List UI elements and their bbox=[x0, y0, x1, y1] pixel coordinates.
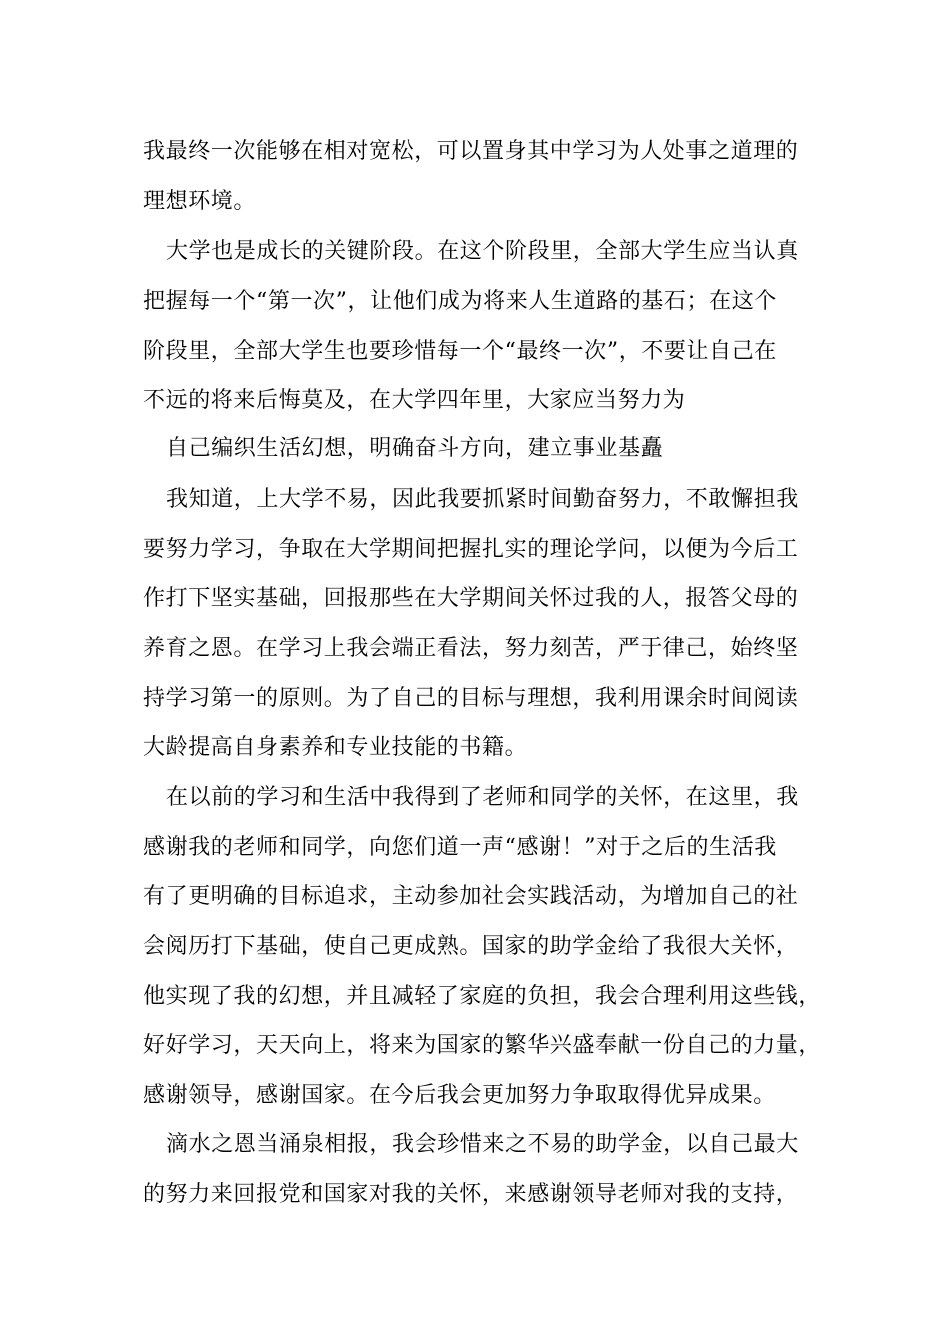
paragraph-start-line: 在以前的学习和生活中我得到了老师和同学的关怀，在这里，我 bbox=[166, 785, 799, 810]
text-line: 理想环境。 bbox=[143, 189, 257, 214]
text-line: 我最终一次能够在相对宽松，可以置身其中学习为人处事之道理的 bbox=[143, 139, 799, 164]
text-line: 把握每一个“第一次”，让他们成为将来人生道路的基石；在这个 bbox=[143, 289, 777, 314]
paragraph-start-line: 滴水之恩当涌泉相报，我会珍惜来之不易的助学金，以自己最大 bbox=[166, 1132, 799, 1157]
text-line: 要努力学习，争取在大学期间把握扎实的理论学问，以便为今后工 bbox=[143, 537, 799, 562]
text-line: 好好学习，天天向上，将来为国家的繁华兴盛奉献一份自己的力量， bbox=[143, 1033, 822, 1058]
paragraph-start-line: 我知道，上大学不易，因此我要抓紧时间勤奋努力，不敢懈担我 bbox=[166, 487, 799, 512]
text-line: 作打下坚实基础，回报那些在大学期间关怀过我的人，报答父母的 bbox=[143, 586, 799, 611]
text-line: 不远的将来后悔莫及，在大学四年里，大家应当努力为 bbox=[143, 388, 686, 413]
text-line: 他实现了我的幻想，并且减轻了家庭的负担，我会合理利用这些钱， bbox=[143, 984, 822, 1009]
text-line: 感谢我的老师和同学，向您们道一声“感谢！”对于之后的生活我 bbox=[143, 835, 777, 860]
paragraph-start-line: 大学也是成长的关键阶段。在这个阶段里，全部大学生应当认真 bbox=[166, 239, 799, 264]
text-line: 养育之恩。在学习上我会端正看法，努力刻苦，严于律己，始终坚 bbox=[143, 636, 799, 661]
paragraph-start-line: 自己编织生活幻想，明确奋斗方向，建立事业基矗 bbox=[166, 436, 664, 461]
text-line: 大龄提高自身素养和专业技能的书籍。 bbox=[143, 735, 528, 760]
text-line: 感谢领导，感谢国家。在今后我会更加努力争取取得优异成果。 bbox=[143, 1083, 776, 1108]
text-line: 持学习第一的原则。为了自己的目标与理想，我利用课余时间阅读 bbox=[143, 686, 799, 711]
text-line: 的努力来回报党和国家对我的关怀，来感谢领导老师对我的支持， bbox=[143, 1182, 799, 1207]
text-line: 阶段里，全部大学生也要珍惜每一个“最终一次”，不要让自己在 bbox=[143, 339, 777, 364]
text-line: 会阅历打下基础，使自己更成熟。国家的助学金给了我很大关怀， bbox=[143, 934, 799, 959]
text-line: 有了更明确的目标追求，主动参加社会实践活动，为增加自己的社 bbox=[143, 884, 799, 909]
